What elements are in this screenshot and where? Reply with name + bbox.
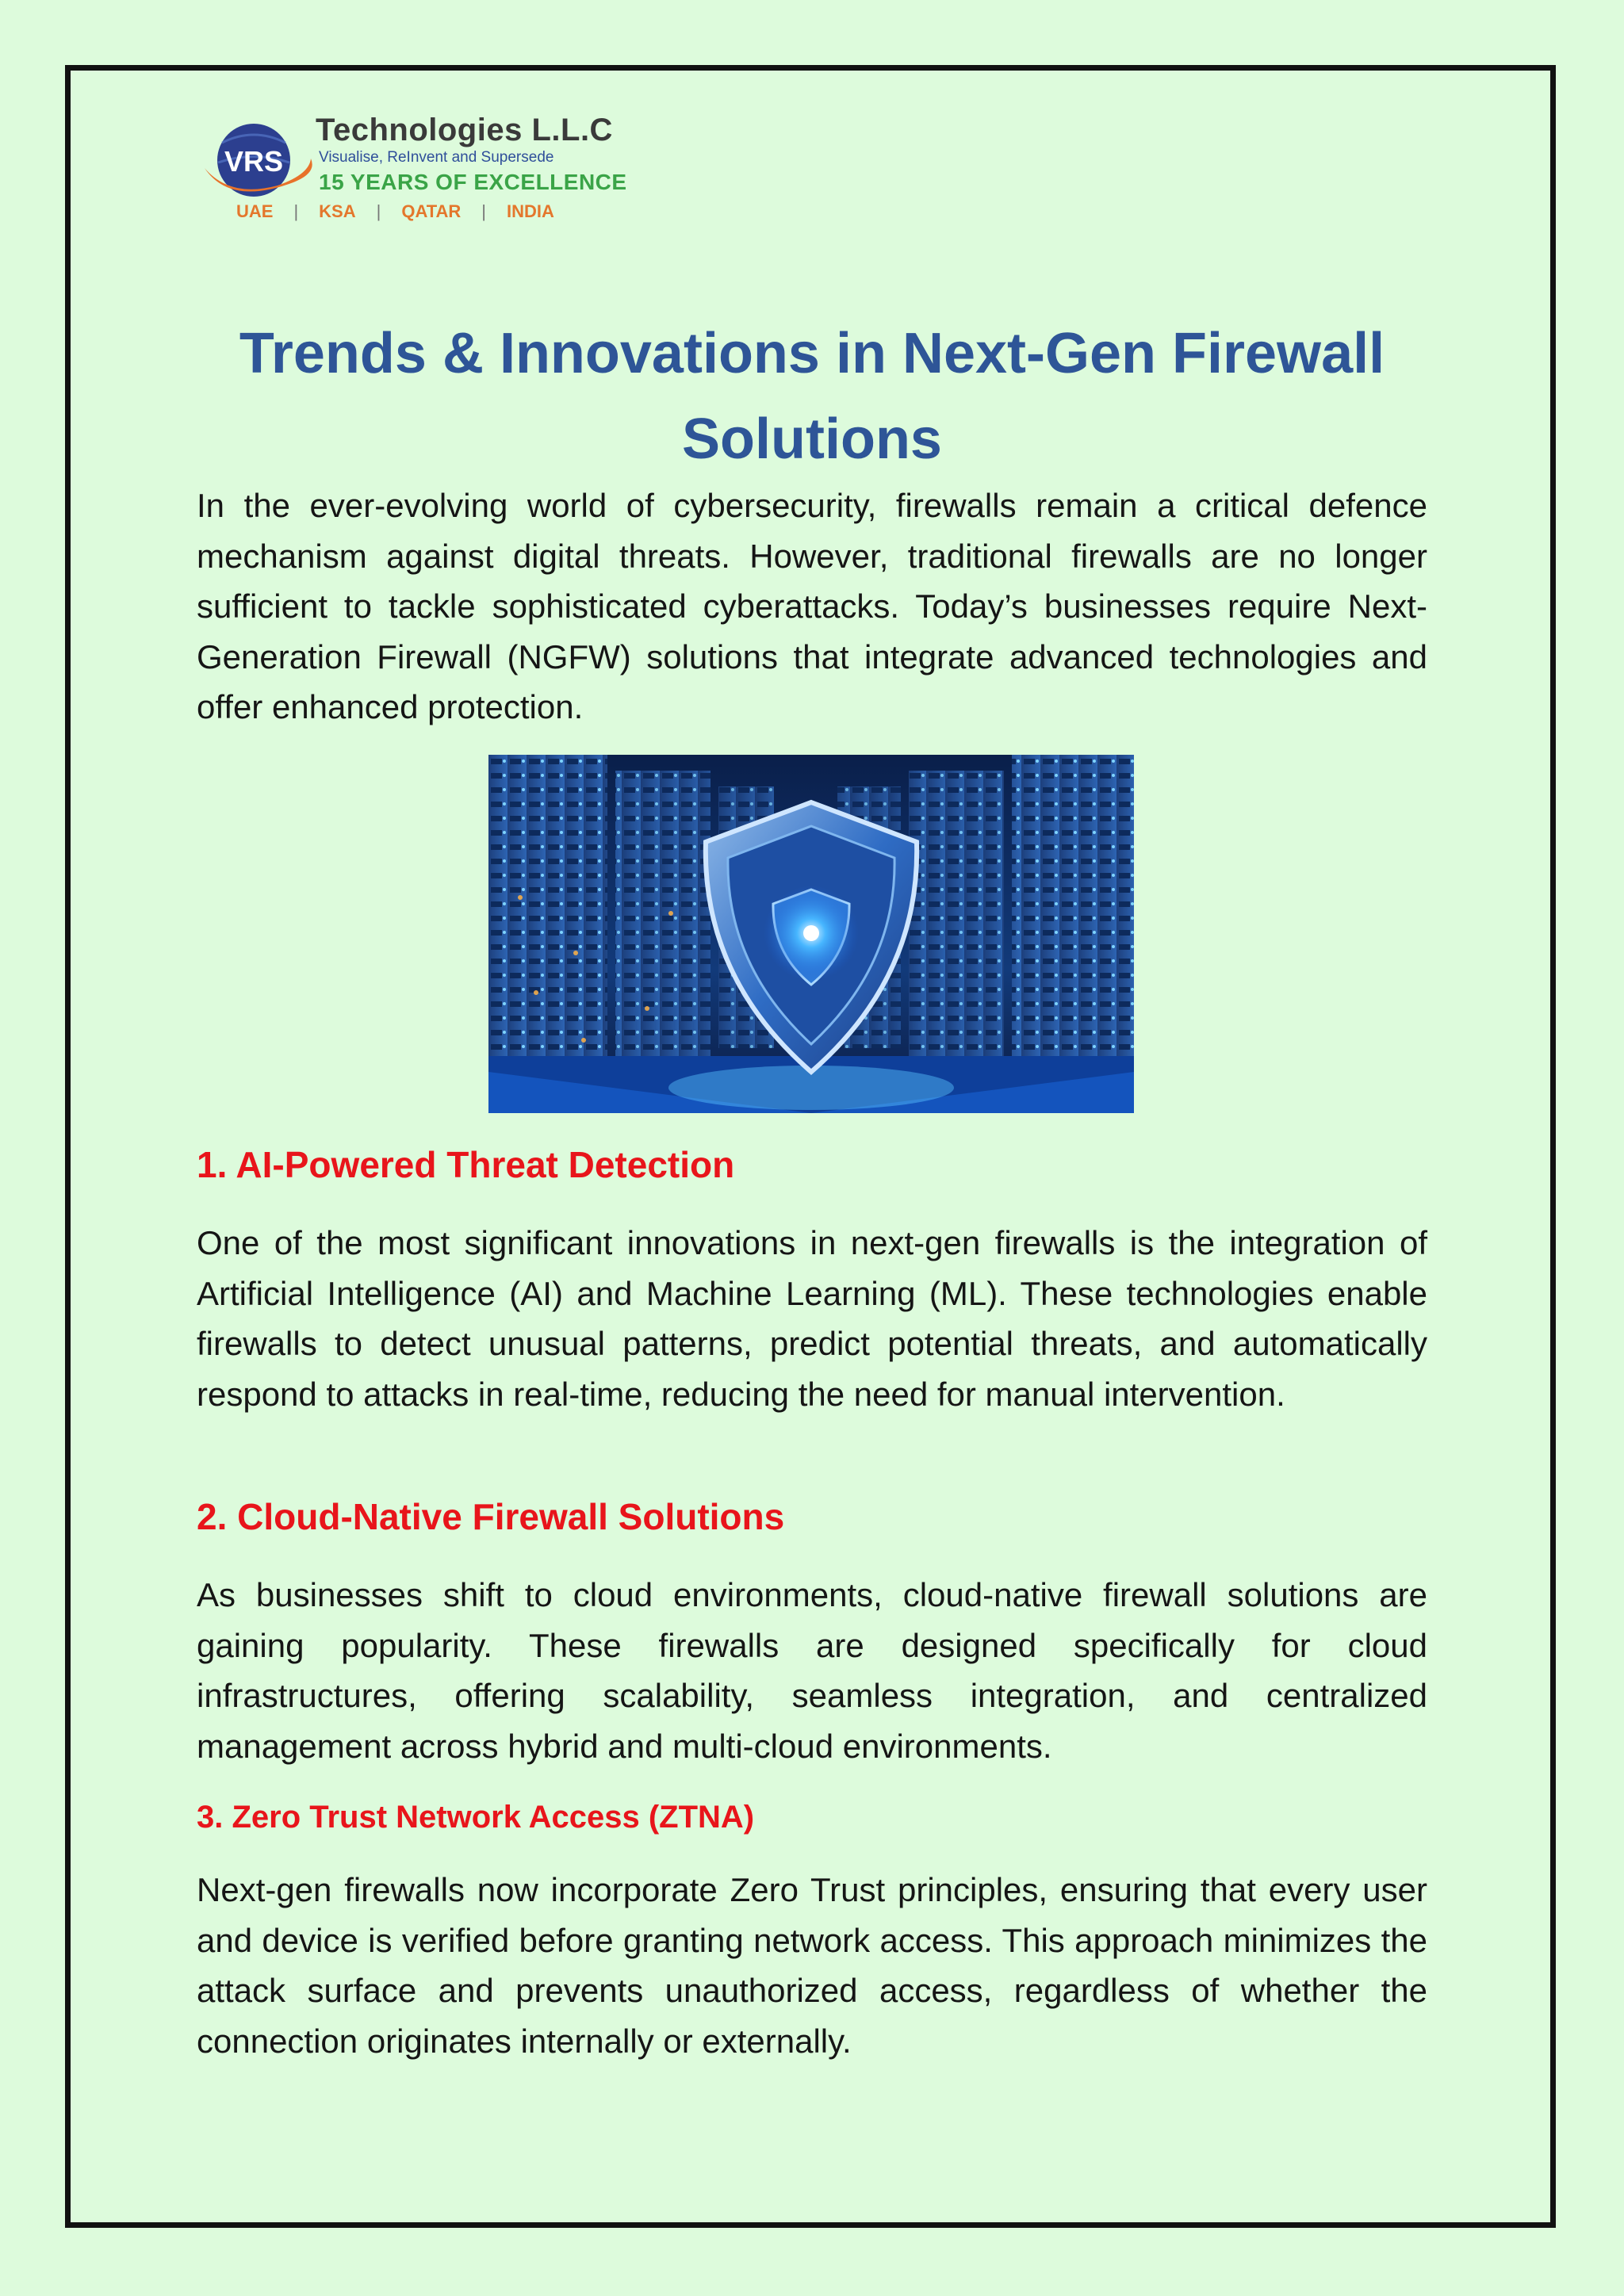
logo-tagline: Visualise, ReInvent and Supersede <box>319 149 554 166</box>
country-ksa: KSA <box>319 201 356 221</box>
logo-country-list <box>236 201 554 222</box>
globe-logo-icon <box>198 119 317 206</box>
country-uae: UAE <box>236 201 274 221</box>
shield-server-image <box>488 755 1134 1113</box>
section-body-ztna: Next-gen firewalls now incorporate Zero Trust principles, ensuring that every user and device is verified before granting network access. This approach minimizes the attack surface and prevents unauthorized access, regardless of whether the connection originates internally or externally. <box>197 1871 1427 2060</box>
section-body-cloud: As businesses shift to cloud environments, cloud-native firewall solutions are gaining popularity. These firewalls are designed specifically for cloud infrastructures, offering scalability, seamless integration, and centralized management across hybrid and multi-cloud environments. <box>197 1576 1427 1765</box>
country-separator: | <box>293 201 299 221</box>
country-qatar: QATAR <box>401 201 462 221</box>
page-title: Trends & Innovations in Next-Gen Firewall Solutions <box>239 322 1385 471</box>
company-logo <box>198 109 627 228</box>
section-heading-cloud: 2. Cloud-Native Firewall Solutions <box>197 1496 785 1537</box>
logo-company-name: Technologies L.L.C <box>316 113 613 147</box>
country-separator: | <box>376 201 381 221</box>
section-heading-ai: 1. AI-Powered Threat Detection <box>197 1144 735 1185</box>
intro-paragraph: In the ever-evolving world of cybersecurity, firewalls remain a critical defence mechanism against digital threats. However, traditional firewalls are no longer sufficient to tackle sophisticated cyberattacks. Today’s businesses require Next-Generation Firewall (NGFW) solutions that integrate advanced technologies and offer enhanced protection. <box>197 487 1427 725</box>
logo-years-badge: 15 YEARS OF EXCELLENCE <box>319 170 627 194</box>
country-india: INDIA <box>507 201 554 221</box>
section-heading-ztna: 3. Zero Trust Network Access (ZTNA) <box>197 1800 755 1835</box>
country-separator: | <box>481 201 487 221</box>
logo-mark: VRS <box>224 145 284 178</box>
section-body-ai: One of the most significant innovations in next-gen firewalls is the integration of Artificial Intelligence (AI) and Machine Learning (ML). These technologies enable firewalls to detect unusual patterns, predict potential threats, and automatically respond to attacks in real-time, reducing the need for manual intervention. <box>197 1224 1427 1413</box>
